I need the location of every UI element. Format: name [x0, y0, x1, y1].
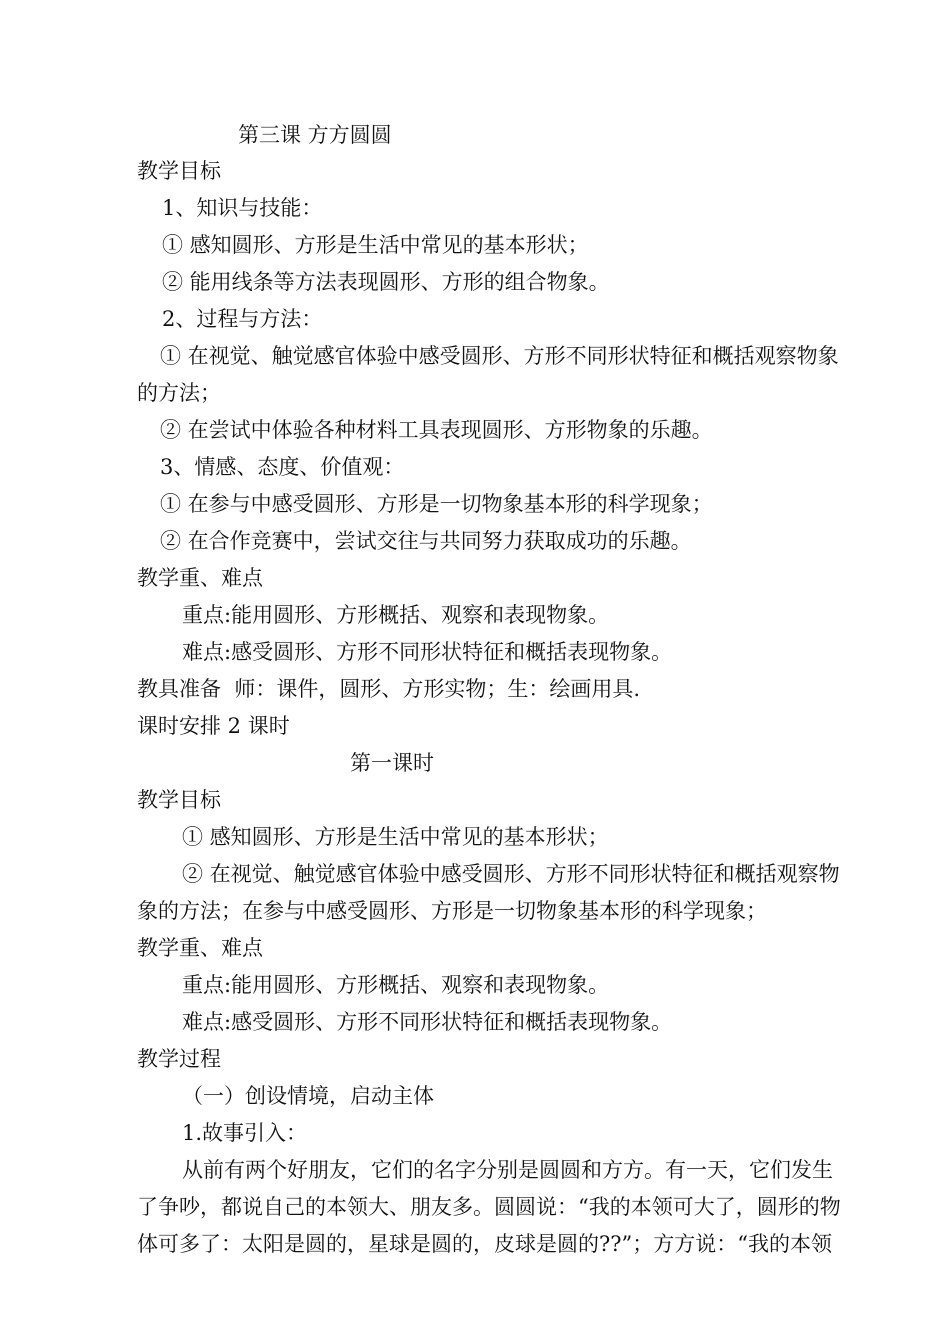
key-heading: 教学重、难点 — [137, 566, 263, 590]
process-heading: 2、过程与方法： — [162, 307, 323, 331]
process-item-1-line-1: ① 在视觉、触觉感官体验中感受圆形、方形不同形状特征和概括观察物象 — [160, 344, 839, 368]
story-line-3: 体可多了：太阳是圆的，星球是圆的，皮球是圆的??”；方方说：“我的本领 — [137, 1232, 832, 1256]
key-point: 重点:能用圆形、方形概括、观察和表现物象。 — [182, 603, 610, 627]
knowledge-item-2: ② 能用线条等方法表现圆形、方形的组合物象。 — [162, 270, 610, 294]
schedule-line: 课时安排 2 课时 — [137, 714, 290, 738]
emotion-heading: 3、情感、态度、价值观： — [160, 455, 405, 479]
goals-heading: 教学目标 — [137, 159, 221, 183]
story-line-1: 从前有两个好朋友，它们的名字分别是圆圆和方方。有一天，它们发生 — [182, 1158, 833, 1182]
knowledge-item-1: ① 感知圆形、方形是生活中常见的基本形状； — [162, 233, 589, 257]
lesson1-goal-1: ① 感知圆形、方形是生活中常见的基本形状； — [182, 825, 609, 849]
lesson1-key-heading: 教学重、难点 — [137, 936, 263, 960]
process-main-heading: 教学过程 — [137, 1047, 221, 1071]
section-1-heading: （一）创设情境，启动主体 — [182, 1084, 434, 1108]
lesson1-key-point: 重点:能用圆形、方形概括、观察和表现物象。 — [182, 973, 610, 997]
page-title: 第三课 方方圆圆 — [238, 123, 392, 147]
lesson1-title: 第一课时 — [350, 751, 434, 775]
process-item-1-line-2: 的方法； — [137, 381, 221, 405]
lesson1-difficulty: 难点:感受圆形、方形不同形状特征和概括表现物象。 — [182, 1010, 673, 1034]
story-line-2: 了争吵，都说自己的本领大、朋友多。圆圆说：“我的本领可大了，圆形的物 — [137, 1195, 841, 1219]
emotion-item-2: ② 在合作竞赛中，尝试交往与共同努力获取成功的乐趣。 — [160, 529, 692, 553]
emotion-item-1: ① 在参与中感受圆形、方形是一切物象基本形的科学现象； — [160, 492, 713, 516]
lesson1-goal-2-line-2: 象的方法；在参与中感受圆形、方形是一切物象基本形的科学现象； — [137, 899, 767, 923]
lesson1-goal-2-line-1: ② 在视觉、触觉感官体验中感受圆形、方形不同形状特征和概括观察物 — [182, 862, 840, 886]
process-item-2: ② 在尝试中体验各种材料工具表现圆形、方形物象的乐趣。 — [160, 418, 713, 442]
knowledge-heading: 1、知识与技能： — [162, 196, 323, 220]
difficulty: 难点:感受圆形、方形不同形状特征和概括表现物象。 — [182, 640, 673, 664]
tools-line: 教具准备 师：课件，圆形、方形实物；生：绘画用具. — [137, 677, 641, 701]
story-heading: 1.故事引入： — [182, 1121, 308, 1145]
lesson1-goals-heading: 教学目标 — [137, 788, 221, 812]
